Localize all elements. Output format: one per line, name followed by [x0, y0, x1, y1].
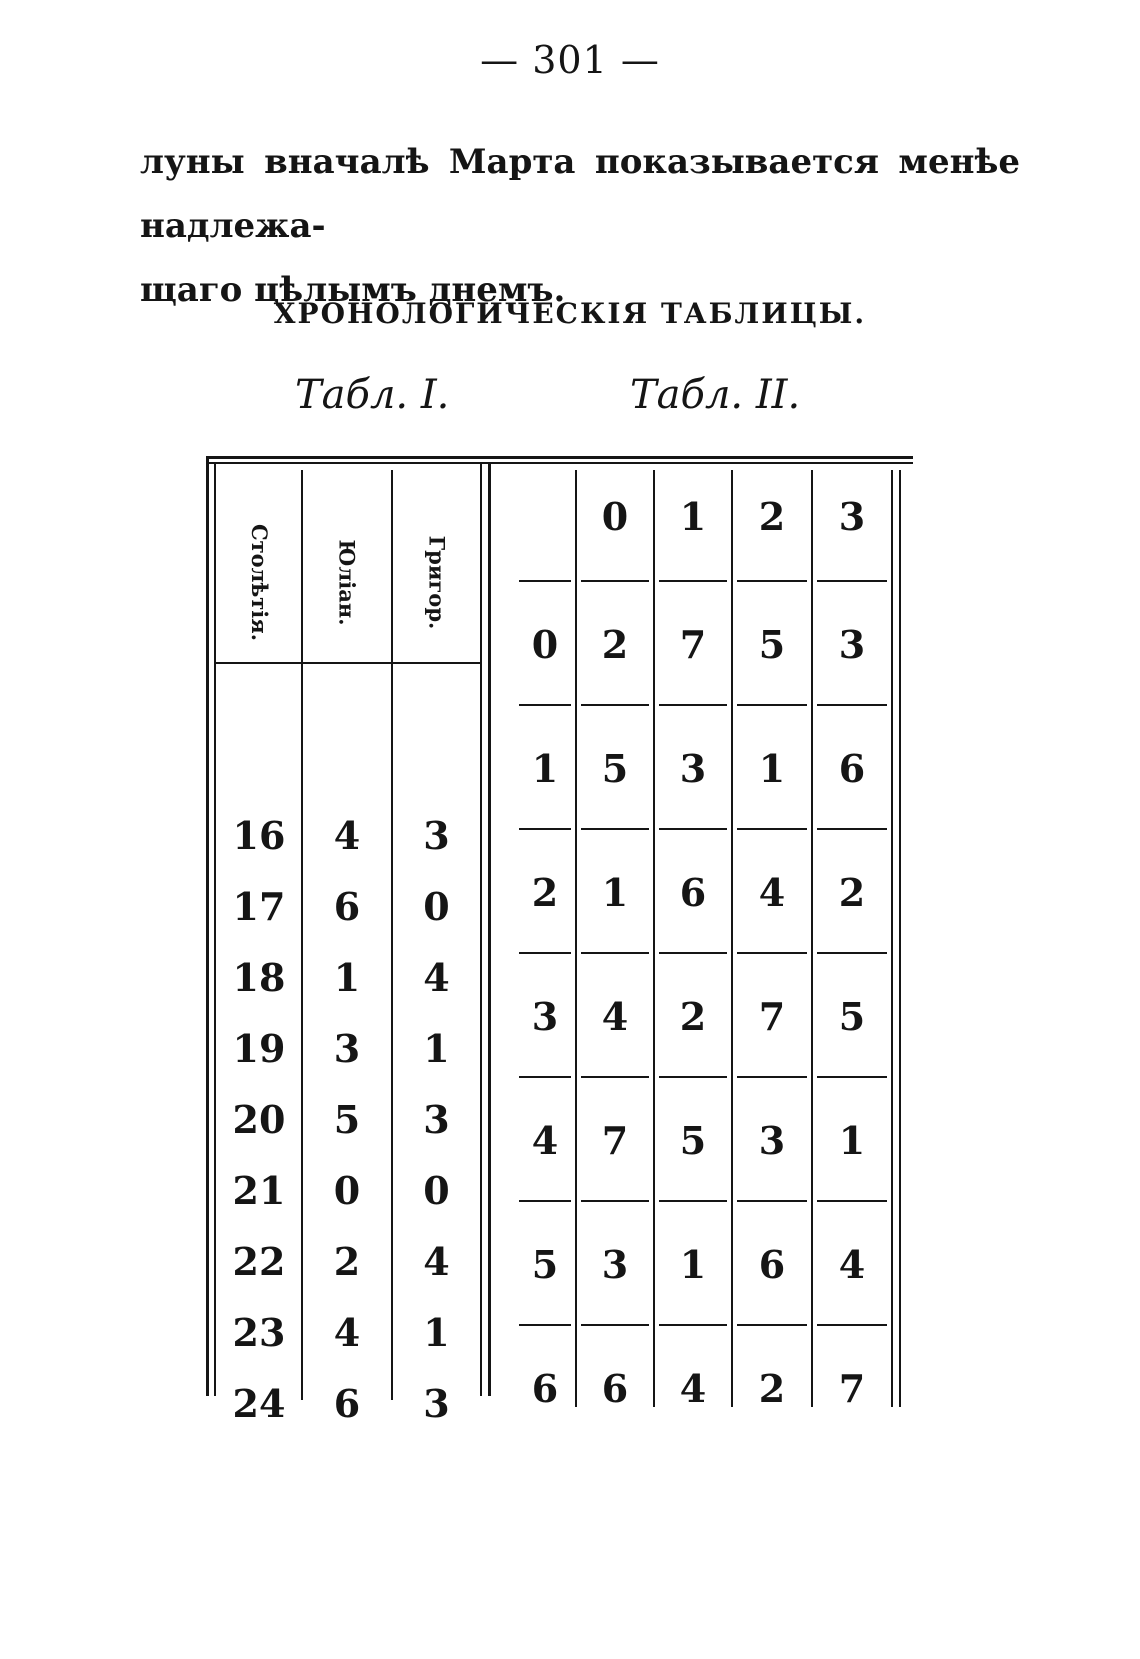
table-2-cell: 7 — [679, 621, 707, 667]
table-2-row-rule — [737, 580, 807, 582]
table-2-cell: 7 — [838, 1365, 866, 1411]
table-2-row-rule — [519, 952, 571, 954]
julian-cell: 1 — [333, 955, 361, 1000]
paragraph-line-1: луны вначалѣ Марта показывается менѣе надлежа- — [140, 142, 1020, 246]
gregorian-cell: 3 — [423, 813, 450, 858]
table-2-cell: 4 — [838, 1241, 866, 1287]
julian-cell: 6 — [333, 884, 361, 929]
table-2-cell: 2 — [838, 869, 866, 915]
centuries-column — [216, 800, 302, 1439]
header-gregorian: Григор. — [424, 535, 450, 629]
century-cell: 23 — [232, 1310, 286, 1355]
table-2-cell: 6 — [838, 745, 866, 791]
table-2-cell: 1 — [838, 1117, 866, 1163]
table-2-row-rule — [581, 952, 649, 954]
table-2-cell: 1 — [531, 745, 559, 791]
table-2-cell: 4 — [531, 1117, 559, 1163]
table-2-cell: 2 — [531, 869, 559, 915]
table-2-cell: 0 — [531, 621, 559, 667]
century-cell: 20 — [232, 1097, 286, 1142]
table-2-header-cell: 3 — [838, 493, 866, 539]
table-2-row-rule — [659, 1076, 727, 1078]
table-1-caption: Табл. I. — [295, 372, 450, 418]
table-2-row-rule — [817, 1200, 887, 1202]
table-2-row-rule — [581, 580, 649, 582]
century-cell: 24 — [232, 1381, 286, 1426]
table-2-cell: 6 — [758, 1241, 786, 1287]
table-2-row-rule — [817, 704, 887, 706]
table-2-row-rule — [581, 828, 649, 830]
century-cell: 17 — [232, 884, 286, 929]
table-2-cell: 6 — [679, 869, 707, 915]
gregorian-column — [393, 800, 480, 1439]
julian-cell: 4 — [333, 1310, 361, 1355]
table-2-row-rule — [659, 704, 727, 706]
table-2-row-rule — [817, 580, 887, 582]
gregorian-cell: 4 — [423, 955, 450, 1000]
table-2-cell: 5 — [601, 745, 629, 791]
table-2-cell: 2 — [758, 1365, 786, 1411]
paragraph-line-2: щаго цѣлымъ днемъ. — [140, 270, 566, 310]
table-2-row-rule — [817, 1324, 887, 1326]
gregorian-cell: 0 — [423, 1168, 450, 1213]
table-2-header-cell — [515, 476, 575, 556]
gregorian-cell: 3 — [423, 1381, 450, 1426]
julian-cell: 2 — [333, 1239, 361, 1284]
table-2-cell: 4 — [679, 1365, 707, 1411]
table-2-row-rule — [737, 828, 807, 830]
table-2-row-rule — [519, 1324, 571, 1326]
table-2-row-rule — [737, 952, 807, 954]
table-2-cell: 6 — [601, 1365, 629, 1411]
gregorian-cell: 1 — [423, 1026, 450, 1071]
gregorian-cell: 1 — [423, 1310, 450, 1355]
table-2-row-rule — [659, 1324, 727, 1326]
table-2-cell: 5 — [679, 1117, 707, 1163]
table-2-right-border — [899, 470, 901, 1407]
table-2 — [513, 482, 945, 1472]
table-2-row-rule — [817, 828, 887, 830]
table-2-row-rule — [659, 580, 727, 582]
table-2-row-rule — [737, 1200, 807, 1202]
table-2-column-divider — [891, 470, 893, 1407]
table-2-cell: 3 — [531, 993, 559, 1039]
gregorian-cell: 4 — [423, 1239, 450, 1284]
body-paragraph — [140, 130, 1020, 322]
table-2-cell: 4 — [758, 869, 786, 915]
table-2-cell: 3 — [679, 745, 707, 791]
table-2-cell: 5 — [531, 1241, 559, 1287]
table-2-caption: Табл. II. — [630, 372, 801, 418]
section-heading: ХРОНОЛОГИЧЕСКІЯ ТАБЛИЦЫ. — [273, 297, 867, 330]
table-2-header-cell: 1 — [679, 493, 707, 539]
gregorian-cell: 3 — [423, 1097, 450, 1142]
table-2-row-rule — [817, 952, 887, 954]
table-2-row-rule — [659, 1200, 727, 1202]
table-2-cell: 2 — [601, 621, 629, 667]
table-2-row-rule — [519, 580, 571, 582]
julian-cell: 5 — [333, 1097, 361, 1142]
table-2-row-rule — [519, 1200, 571, 1202]
header-centuries: Столѣтія. — [247, 523, 272, 641]
table-2-cell: 1 — [601, 869, 629, 915]
century-cell: 18 — [232, 955, 286, 1000]
table-2-header-cell: 0 — [601, 493, 629, 539]
gregorian-cell: 0 — [423, 884, 450, 929]
julian-column — [303, 800, 391, 1439]
julian-cell: 6 — [333, 1381, 361, 1426]
header-julian: Юліан. — [334, 538, 360, 626]
table-2-row-rule — [817, 1076, 887, 1078]
page-number: — 301 — — [480, 38, 660, 82]
table-2-row-rule — [581, 1324, 649, 1326]
julian-cell: 4 — [333, 813, 361, 858]
table-2-cell: 1 — [679, 1241, 707, 1287]
table-2-cell: 5 — [758, 621, 786, 667]
table-2-row-rule — [581, 1076, 649, 1078]
table-2-cell: 7 — [758, 993, 786, 1039]
table-2-cell: 3 — [838, 621, 866, 667]
table-2-row-rule — [519, 1076, 571, 1078]
table-2-row-rule — [659, 952, 727, 954]
table-2-row-rule — [659, 828, 727, 830]
table-2-cell: 6 — [531, 1365, 559, 1411]
table-2-row-rule — [581, 1200, 649, 1202]
julian-cell: 0 — [333, 1168, 361, 1213]
table-2-row-rule — [737, 1324, 807, 1326]
table-2-cell: 3 — [758, 1117, 786, 1163]
century-cell: 16 — [232, 813, 286, 858]
table-2-cell: 1 — [758, 745, 786, 791]
table-2-cell: 7 — [601, 1117, 629, 1163]
table-2-cell: 3 — [601, 1241, 629, 1287]
table-2-header-cell: 2 — [758, 493, 786, 539]
table-2-row-rule — [581, 704, 649, 706]
century-cell: 21 — [232, 1168, 286, 1213]
table-2-cell: 2 — [679, 993, 707, 1039]
table-2-row-rule — [737, 1076, 807, 1078]
table-2-row-rule — [519, 704, 571, 706]
table-2-row-rule — [519, 828, 571, 830]
table-2-row-rule — [737, 704, 807, 706]
table-2-cell: 4 — [601, 993, 629, 1039]
julian-cell: 3 — [333, 1026, 361, 1071]
table-2-cell: 5 — [838, 993, 866, 1039]
century-cell: 19 — [232, 1026, 286, 1071]
century-cell: 22 — [232, 1239, 286, 1284]
table-1 — [218, 482, 513, 1472]
